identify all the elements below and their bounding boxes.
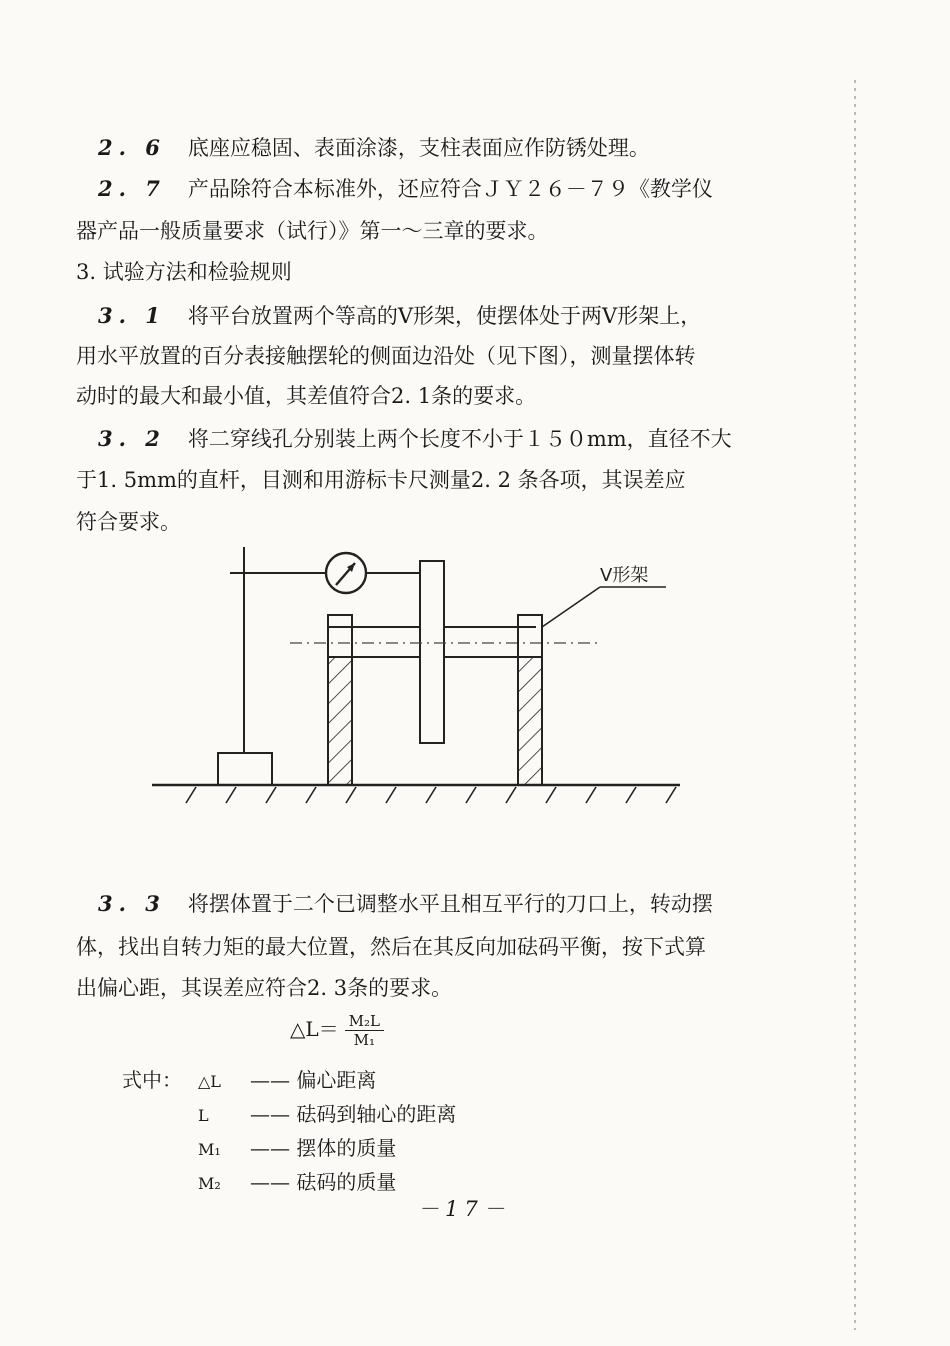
clause-number: 2. 7 xyxy=(98,176,166,201)
definition-symbol: M₁ xyxy=(198,1140,221,1159)
dial-gauge xyxy=(326,553,420,593)
clause-3-3 xyxy=(98,890,808,918)
clause-text: 将摆体置于二个已调整水平且相互平行的刀口上，转动摆 xyxy=(187,892,713,916)
v-block-label: V形架 xyxy=(600,565,649,586)
definition-symbol: M₂ xyxy=(198,1174,221,1193)
formula-denominator: M₁ xyxy=(353,1031,376,1049)
clause-3-1-line3: 动时的最大和最小值，其差值符合2. 1条的要求。 xyxy=(76,384,537,408)
v-block-test-diagram xyxy=(140,535,700,815)
formula-numerator: M₂L xyxy=(345,1012,384,1031)
dial-gauge-stand xyxy=(218,547,326,785)
definition-symbol: △L xyxy=(198,1072,221,1091)
clause-text: 将二穿线孔分别装上两个长度不小于１５０mm，直径不大 xyxy=(187,427,732,451)
definition-row xyxy=(122,1166,456,1200)
clause-2-7-cont: 器产品一般质量要求（试行）》第一～三章的要求。 xyxy=(76,219,549,243)
clause-number: 2. 6 xyxy=(98,135,166,160)
definition-meaning: —— 砝码的质量 xyxy=(250,1170,397,1194)
clause-number: 3. 2 xyxy=(98,426,166,451)
definition-meaning: —— 砝码到轴心的距离 xyxy=(250,1102,457,1126)
pendulum-wheel xyxy=(420,561,444,743)
clause-number: 3. 1 xyxy=(98,303,166,328)
clause-3-1-line2: 用水平放置的百分表接触摆轮的侧面边沿处（见下图），测量摆体转 xyxy=(76,344,696,368)
clause-3-1 xyxy=(98,302,808,330)
clause-text: 底座应稳固、表面涂漆，支柱表面应作防锈处理。 xyxy=(187,136,650,160)
clause-3-2 xyxy=(98,425,808,453)
clause-3-3-line3: 出偏心距，其误差应符合2. 3条的要求。 xyxy=(76,976,453,1000)
clause-2-7 xyxy=(98,175,808,203)
section-3-heading: 3. 试验方法和检验规则 xyxy=(76,260,292,284)
clause-text: 将平台放置两个等高的V形架，使摆体处于两V形架上， xyxy=(187,304,702,328)
page-number: －17－ xyxy=(418,1197,511,1221)
v-block-left xyxy=(328,615,352,785)
definition-row xyxy=(122,1098,456,1132)
definitions-lead: 式中： xyxy=(122,1068,182,1092)
definition-symbol: L xyxy=(198,1106,209,1125)
v-block-leader-line xyxy=(542,587,600,627)
eccentricity-formula xyxy=(290,1012,384,1049)
clause-3-3-line2: 体，找出自转力矩的最大位置，然后在其反向加砝码平衡，按下式算 xyxy=(76,935,706,959)
definition-row xyxy=(122,1132,456,1166)
base-platform xyxy=(152,785,680,803)
definition-meaning: —— 摆体的质量 xyxy=(250,1136,397,1160)
clause-2-6 xyxy=(98,134,808,162)
clause-number: 3. 3 xyxy=(98,891,166,916)
v-block-right xyxy=(518,615,542,785)
clause-3-2-line3: 符合要求。 xyxy=(76,510,181,534)
clause-3-2-line2: 于1. 5mm的直杆，目测和用游标卡尺测量2. 2 条各项，其误差应 xyxy=(76,468,686,492)
formula-lhs: △L＝ xyxy=(290,1017,339,1041)
formula-fraction xyxy=(345,1012,384,1049)
clause-text: 产品除符合本标准外，还应符合ＪＹ２６－７９《教学仪 xyxy=(187,177,713,201)
page-edge xyxy=(854,80,856,1330)
symbol-definitions xyxy=(122,1064,456,1200)
definition-meaning: —— 偏心距离 xyxy=(250,1068,377,1092)
definition-row xyxy=(122,1064,456,1098)
